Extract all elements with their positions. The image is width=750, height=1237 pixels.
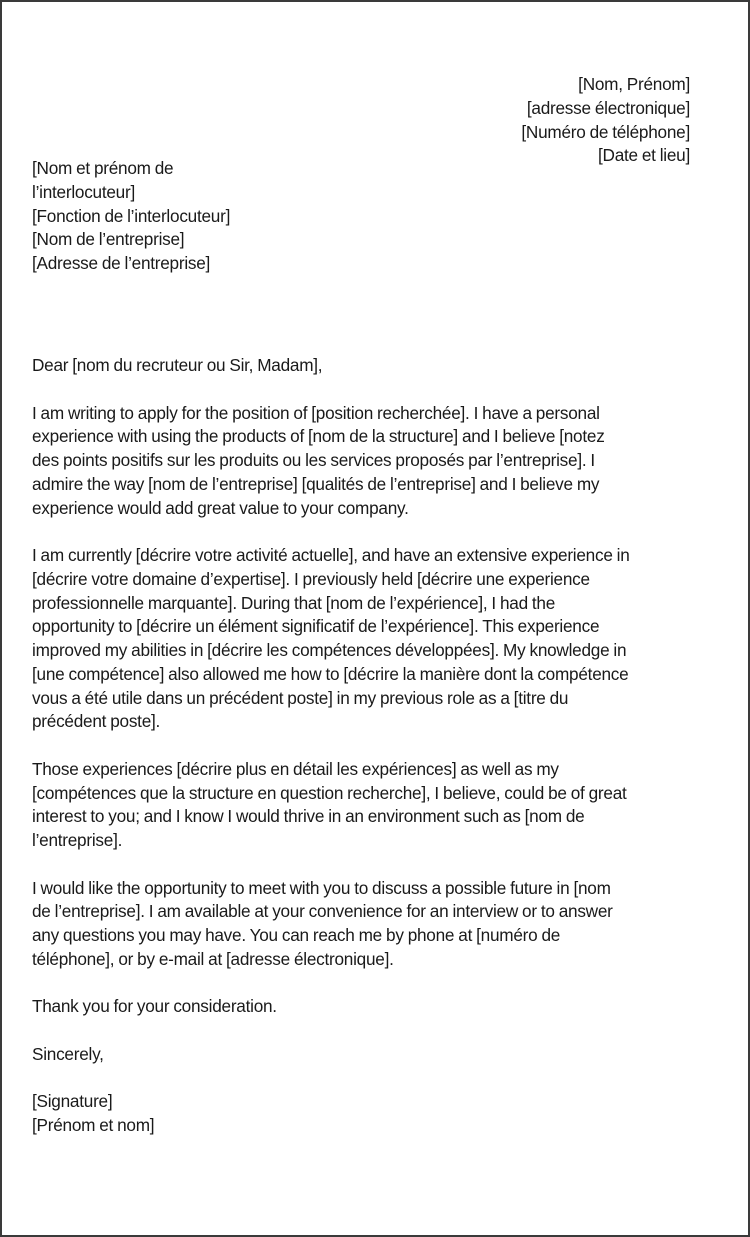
thanks-paragraph (32, 995, 630, 1019)
paragraph-3 (32, 758, 630, 853)
sender-email: [adresse électronique] (526, 97, 690, 118)
paragraph-line: de l’entreprise]. I am available at your convenience for an interview or to answer (32, 901, 613, 922)
paragraph-line: admire the way [nom de l’entreprise] [qualités de l’entreprise] and I believe my (32, 473, 600, 494)
paragraph-line: Those experiences [décrire plus en détail les expériences] as well as my (32, 758, 559, 779)
sender-name: [Nom, Prénom] (578, 74, 690, 94)
paragraph-line: I would like the opportunity to meet with you to discuss a possible future in [nom (32, 877, 611, 898)
recipient-name-line-2: l’interlocuteur] (32, 181, 135, 202)
paragraph-line: précédent poste]. (32, 711, 161, 732)
paragraph-line: des points positifs sur les produits ou les services proposés par l’entreprise]. I (32, 450, 595, 470)
paragraph-4 (32, 877, 630, 972)
recipient-address: [Adresse de l’entreprise] (32, 253, 211, 273)
paragraph-line: vous a été utile dans un précédent poste] in my previous role as a [titre du (32, 687, 569, 708)
paragraph-line: [une compétence] also allowed me how to [décrire la manière dont la compétence (32, 663, 629, 684)
recipient-company: [Nom de l’entreprise] (32, 229, 185, 250)
paragraph-line: téléphone], or by e-mail at [adresse électronique]. (32, 948, 394, 969)
sender-date-place: [Date et lieu] (598, 145, 690, 166)
paragraph-line: experience with using the products of [nom de la structure] and I believe [notez (32, 426, 605, 447)
closing-text: Sincerely, (32, 1043, 104, 1064)
closing-paragraph (32, 1043, 630, 1067)
paragraph-2 (32, 544, 630, 734)
salutation-text: Dear [nom du recruteur ou Sir, Madam], (32, 355, 323, 375)
paragraph-line: experience would add great value to your company. (32, 497, 409, 518)
paragraph-line: improved my abilities in [décrire les compétences développées]. My knowledge in (32, 640, 627, 660)
paragraph-line: I am writing to apply for the position of [position recherchée]. I have a personal (32, 402, 600, 423)
letter-body (32, 354, 630, 1138)
sender-phone: [Numéro de téléphone] (521, 121, 690, 142)
paragraph-line: professionnelle marquante]. During that [nom de l’expérience], I had the (32, 592, 556, 613)
paragraph-1 (32, 402, 630, 521)
recipient-info (32, 157, 230, 276)
paragraph-line: I am currently [décrire votre activité actuelle], and have an extensive experience in (32, 545, 630, 565)
paragraph-line: interest to you; and I know I would thrive in an environment such as [nom de (32, 806, 585, 827)
signature-block (32, 1090, 630, 1138)
salutation (32, 354, 630, 378)
signature-placeholder: [Signature] (32, 1091, 113, 1112)
paragraph-line: [compétences que la structure en question recherche], I believe, could be of great (32, 782, 627, 803)
signer-name: [Prénom et nom] (32, 1115, 155, 1135)
recipient-function: [Fonction de l’interlocuteur] (32, 205, 231, 226)
paragraph-line: l’entreprise]. (32, 830, 123, 850)
paragraph-line: opportunity to [décrire un élément significatif de l’expérience]. This experience (32, 616, 600, 637)
recipient-name-line-1: [Nom et prénom de (32, 158, 174, 178)
sender-info (521, 73, 690, 168)
thanks-text: Thank you for your consideration. (32, 996, 277, 1017)
paragraph-line: [décrire votre domaine d’expertise]. I previously held [décrire une experience (32, 568, 590, 589)
paragraph-line: any questions you may have. You can reach me by phone at [numéro de (32, 925, 561, 945)
